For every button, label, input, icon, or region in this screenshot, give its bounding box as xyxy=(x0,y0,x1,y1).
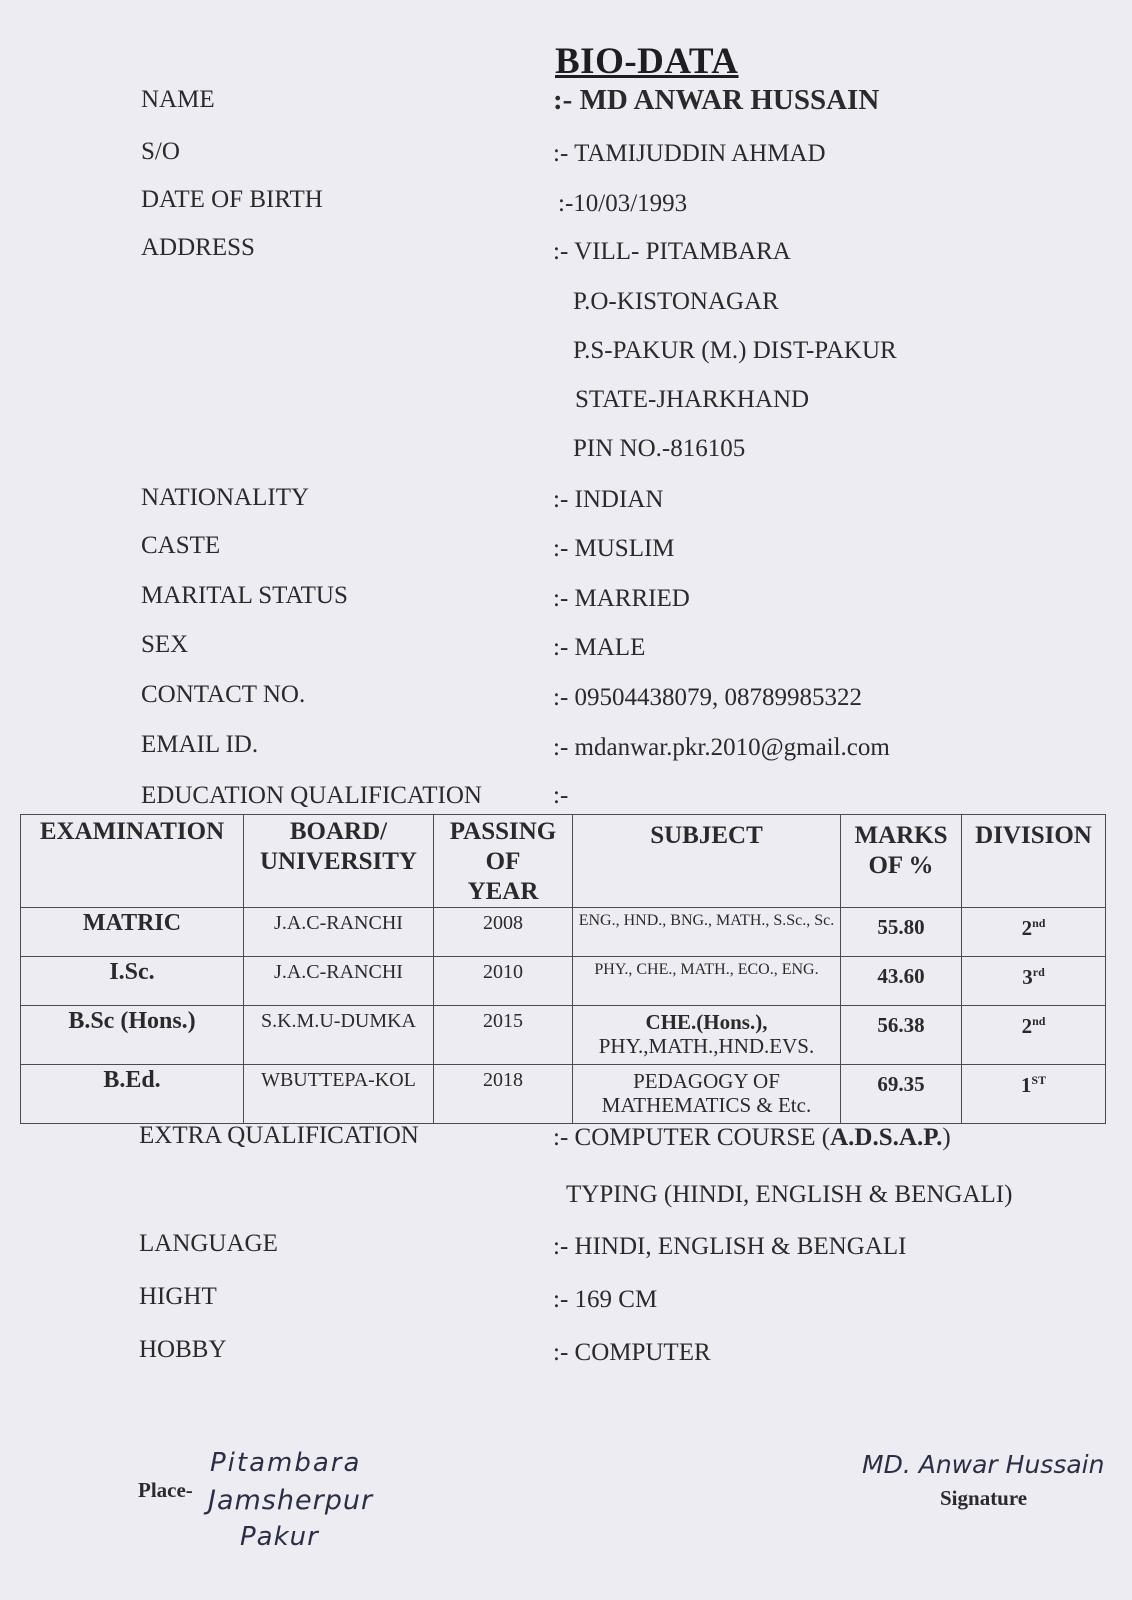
table-header-row xyxy=(21,815,1106,908)
table-row xyxy=(21,1006,1106,1065)
cell-subject: ENG., HND., BNG., MATH., S.Sc., Sc. xyxy=(573,908,841,957)
field-value: :- 169 CM xyxy=(553,1286,658,1313)
field-value: :- MD ANWAR HUSSAIN xyxy=(553,84,880,116)
signature-label: Signature xyxy=(940,1486,1028,1510)
cell-marks: 69.35 xyxy=(841,1065,962,1124)
cell-board: J.A.C-RANCHI xyxy=(244,908,434,957)
field-language xyxy=(0,1230,1132,1270)
cell-year: 2008 xyxy=(434,908,573,957)
place-handwriting: Pitambara xyxy=(210,1448,362,1478)
place-label: Place- xyxy=(138,1478,193,1502)
cell-marks: 43.60 xyxy=(841,957,962,1006)
cell-board: S.K.M.U-DUMKA xyxy=(244,1006,434,1065)
address-line: P.S-PAKUR (M.) DIST-PAKUR xyxy=(573,337,897,364)
cell-board: WBUTTEPA-KOL xyxy=(244,1065,434,1124)
field-value: :- HINDI, ENGLISH & BENGALI xyxy=(553,1233,907,1260)
field-label: ADDRESS xyxy=(141,234,255,261)
field-value: :- MARRIED xyxy=(553,585,690,612)
place-handwriting: Pakur xyxy=(240,1522,319,1552)
field-label: EDUCATION QUALIFICATION xyxy=(141,782,482,809)
header-board: BOARD/ UNIVERSITY xyxy=(244,815,434,908)
cell-year: 2018 xyxy=(434,1065,573,1124)
cell-division: 3rd xyxy=(962,957,1106,1006)
place-handwriting: Jamsherpur xyxy=(208,1485,374,1516)
cell-marks: 56.38 xyxy=(841,1006,962,1065)
cell-division: 2nd xyxy=(962,1006,1106,1065)
table-row xyxy=(21,957,1106,1006)
field-label: CASTE xyxy=(141,532,221,559)
field-label: HOBBY xyxy=(139,1336,227,1363)
cell-examination: MATRIC xyxy=(21,908,244,957)
field-father-name xyxy=(0,138,1132,178)
field-label: DATE OF BIRTH xyxy=(141,186,323,213)
cell-year: 2015 xyxy=(434,1006,573,1065)
address-line: P.O-KISTONAGAR xyxy=(573,288,779,315)
field-sex xyxy=(0,631,1132,671)
field-label: SEX xyxy=(141,631,189,658)
field-value: :- COMPUTER COURSE (A.D.S.A.P.) xyxy=(553,1124,951,1151)
header-passing-year: PASSING OF YEAR xyxy=(434,815,573,908)
field-contact-number xyxy=(0,681,1132,721)
table-row xyxy=(21,908,1106,957)
cell-division: 2nd xyxy=(962,908,1106,957)
field-value: :- mdanwar.pkr.2010@gmail.com xyxy=(553,734,890,761)
field-address xyxy=(0,234,1132,274)
field-marital-status xyxy=(0,582,1132,622)
field-label: HIGHT xyxy=(139,1283,217,1310)
field-value: :-10/03/1993 xyxy=(558,190,688,217)
document-title: BIO-DATA xyxy=(555,41,739,82)
cell-examination: B.Sc (Hons.) xyxy=(21,1006,244,1065)
field-label: MARITAL STATUS xyxy=(141,582,348,609)
field-name xyxy=(0,86,1132,126)
cell-subject: PEDAGOGY OF MATHEMATICS & Etc. xyxy=(573,1065,841,1124)
field-email xyxy=(0,731,1132,771)
cell-examination: I.Sc. xyxy=(21,957,244,1006)
address-line: STATE-JHARKHAND xyxy=(575,386,810,413)
field-hobby xyxy=(0,1336,1132,1376)
cell-board: J.A.C-RANCHI xyxy=(244,957,434,1006)
field-nationality xyxy=(0,484,1132,524)
header-marks: MARKS OF % xyxy=(841,815,962,908)
field-value: :- 09504438079, 08789985322 xyxy=(553,684,863,711)
field-label: EMAIL ID. xyxy=(141,731,259,758)
cell-year: 2010 xyxy=(434,957,573,1006)
field-label: LANGUAGE xyxy=(139,1230,278,1257)
extra-qualification-line: TYPING (HINDI, ENGLISH & BENGALI) xyxy=(566,1181,1013,1208)
cell-marks: 55.80 xyxy=(841,908,962,957)
field-extra-qualification xyxy=(0,1122,1132,1162)
header-subject: SUBJECT xyxy=(573,815,841,908)
field-label: NAME xyxy=(141,86,215,113)
cell-division: 1ST xyxy=(962,1065,1106,1124)
field-label: EXTRA QUALIFICATION xyxy=(139,1122,419,1149)
cell-subject: PHY., CHE., MATH., ECO., ENG. xyxy=(573,957,841,1006)
education-table xyxy=(20,814,1106,1124)
field-value: :- TAMIJUDDIN AHMAD xyxy=(553,140,826,167)
field-value: :- MALE xyxy=(553,634,646,661)
header-examination: EXAMINATION xyxy=(21,815,244,908)
address-line: PIN NO.-816105 xyxy=(573,435,746,462)
field-caste xyxy=(0,532,1132,572)
field-value: :- VILL- PITAMBARA xyxy=(553,238,791,265)
field-value: :- COMPUTER xyxy=(553,1339,711,1366)
field-value: :- MUSLIM xyxy=(553,535,675,562)
cell-examination: B.Ed. xyxy=(21,1065,244,1124)
field-value: :- INDIAN xyxy=(553,486,664,513)
field-label: CONTACT NO. xyxy=(141,681,306,708)
signature-handwriting: MD. Anwar Hussain xyxy=(862,1450,1105,1479)
field-label: S/O xyxy=(141,138,180,165)
field-date-of-birth xyxy=(0,186,1132,226)
field-value: :- xyxy=(553,782,569,809)
field-height xyxy=(0,1283,1132,1323)
header-division: DIVISION xyxy=(962,815,1106,908)
cell-subject: CHE.(Hons.), PHY.,MATH.,HND.EVS. xyxy=(573,1006,841,1065)
field-label: NATIONALITY xyxy=(141,484,310,511)
table-row xyxy=(21,1065,1106,1124)
